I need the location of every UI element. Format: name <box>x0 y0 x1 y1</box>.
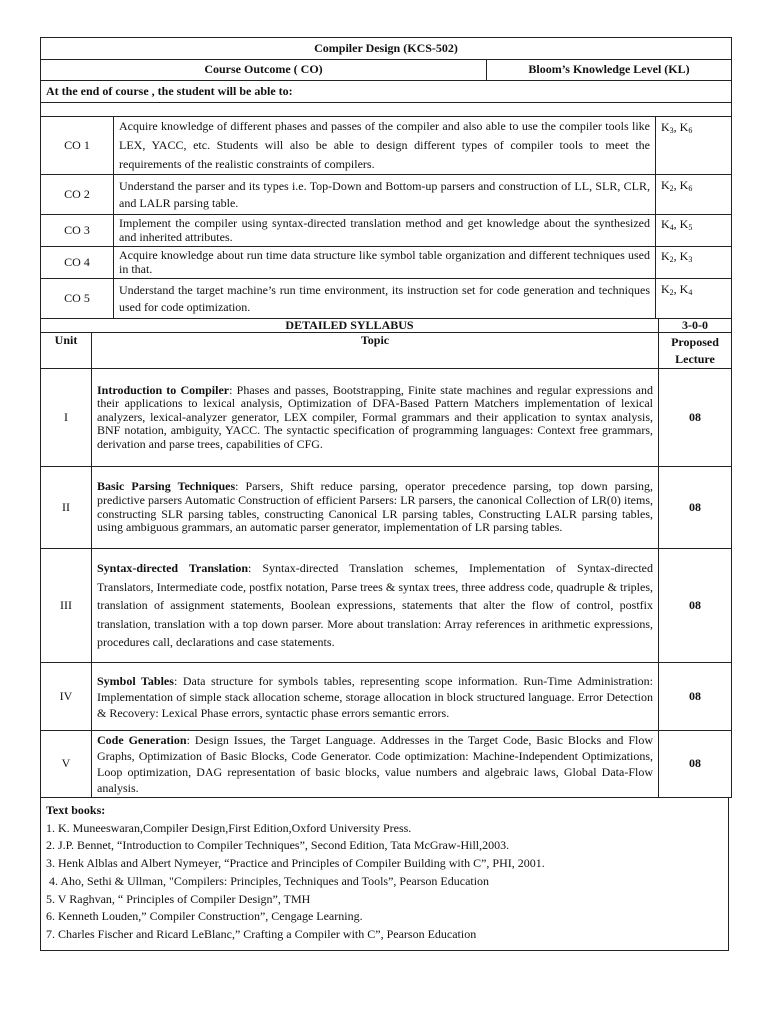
unit-lectures: 08 <box>659 731 732 798</box>
spacer-row <box>41 103 732 117</box>
co-kl: $K_4$, $K_5$ <box>656 215 732 247</box>
co-text: Acquire knowledge about run time data structure like symbol table organization and different techniques used in that. <box>114 247 656 279</box>
co-kl: $K_2$, $K_6$ <box>656 175 732 215</box>
co-kl: $K_2$, $K_3$ <box>656 247 732 279</box>
co-column-header: Course Outcome ( CO) <box>41 60 487 81</box>
co-text: Acquire knowledge of different phases and passes of the compiler and also able to use the compiler tools like LEX, YACC, etc. Students will also be able to design different types of compiler tools to meet the requirements of the realistic constraints of compilers. <box>114 117 656 175</box>
co-id: CO 4 <box>41 247 114 279</box>
textbook-item: 6. Kenneth Louden,” Compiler Construction”, Cengage Learning. <box>46 909 363 924</box>
co-kl: $K_3$, $K_6$ <box>656 117 732 175</box>
textbook-item: 3. Henk Alblas and Albert Nymeyer, “Practice and Principles of Compiler Building with C”, PHI, 2001. <box>46 856 545 871</box>
co-id: CO 2 <box>41 175 114 215</box>
ltp: 3-0-0 <box>659 319 732 333</box>
unit-lectures: 08 <box>659 369 732 467</box>
unit-number: V <box>41 731 92 798</box>
unit-number: III <box>41 549 92 663</box>
textbook-item: 5. V Raghvan, “ Principles of Compiler Design”, TMH <box>46 891 311 906</box>
kl-column-header: Bloom’s Knowledge Level (KL) <box>487 60 732 81</box>
unit-topic: Symbol Tables: Data structure for symbols tables, representing scope information. Run-Time Administration: Implementation of simple stack allocation scheme, storage allocation in block structured language. Error Detection & Recovery: Lexical Phase errors, syntactic phase errors semantic errors. <box>92 663 659 731</box>
unit-lectures: 08 <box>659 549 732 663</box>
unit-lectures: 08 <box>659 467 732 549</box>
textbook-item: 1. K. Muneeswaran,Compiler Design,First Edition,Oxford University Press. <box>46 820 412 835</box>
co-id: CO 1 <box>41 117 114 175</box>
syllabus-heading: DETAILED SYLLABUS <box>41 319 659 333</box>
course-title: Compiler Design (KCS-502) <box>41 38 732 60</box>
unit-topic: Code Generation: Design Issues, the Target Language. Addresses in the Target Code, Basic Blocks and Flow Graphs, Optimization of Basic Blocks, Code Generator. Code optimization: Machine-Independent Optimizations, Loop optimization, DAG representation of basic blocks, value numbers and algebraic laws, Global Data-Flow analysis. <box>92 731 659 798</box>
unit-number: II <box>41 467 92 549</box>
co-kl: $K_2$, $K_4$ <box>656 279 732 319</box>
unit-topic: Introduction to Compiler: Phases and passes, Bootstrapping, Finite state machines and regular expressions and their applications to lexical analysis, Optimization of DFA-Based Pattern Matchers implementation of lexical analyzers, lexical-analyzer generator, LEX compiler, Formal grammars and their application to syntax analysis, BNF notation, ambiguity, YACC. The syntactic specification of programming languages: Context free grammars, derivation and parse trees, capabilities of CFG. <box>92 369 659 467</box>
lecture-column-header: Proposed Lecture <box>659 333 732 369</box>
textbooks-heading: Text books: <box>46 803 106 817</box>
unit-topic: Basic Parsing Techniques: Parsers, Shift reduce parsing, operator precedence parsing, top down parsing, predictive parsers Automatic Construction of efficient Parsers: LR parsers, the canonical Collection of LR(0) items, constructing SLR parsing tables, constructing Canonical LR parsing tables, Constructing LALR parsing tables, using ambiguous grammars, an automatic parser generator, implementation of LR parsing tables. <box>92 467 659 549</box>
textbook-item: 4. Aho, Sethi & Ullman, "Compilers: Principles, Techniques and Tools”, Pearson Education <box>46 873 490 888</box>
unit-lectures: 08 <box>659 663 732 731</box>
unit-topic: Syntax-directed Translation: Syntax-directed Translation schemes, Implementation of Syntax-directed Translators, Intermediate code, postfix notation, Parse trees & syntax trees, three address code, quadruple & triples, translation of assignment statements, Boolean expressions, statements that alter the flow of control, postfix translation, translation with a top down parser. More about translation: Array references in arithmetic expressions, procedures call, declarations and case statements. <box>92 549 659 663</box>
syllabus-document <box>40 37 731 951</box>
detailed-syllabus-table <box>40 318 732 798</box>
co-text: Implement the compiler using syntax-directed translation method and get knowledge about the synthesized and inherited attributes. <box>114 215 656 247</box>
course-outcome-table <box>40 37 732 319</box>
unit-number: I <box>41 369 92 467</box>
co-id: CO 3 <box>41 215 114 247</box>
unit-number: IV <box>41 663 92 731</box>
unit-column-header: Unit <box>41 333 92 369</box>
co-text: Understand the target machine’s run time environment, its instruction set for code generation and techniques used for code optimization. <box>114 279 656 319</box>
co-text: Understand the parser and its types i.e. Top-Down and Bottom-up parsers and construction of LL, SLR, CLR, and LALR parsing table. <box>114 175 656 215</box>
topic-column-header: Topic <box>92 333 659 369</box>
co-id: CO 5 <box>41 279 114 319</box>
textbook-item: 7. Charles Fischer and Ricard LeBlanc,” Crafting a Compiler with C”, Pearson Education <box>46 926 477 941</box>
textbooks-section <box>40 798 729 951</box>
co-intro: At the end of course , the student will be able to: <box>41 81 732 103</box>
textbook-item: 2. J.P. Bennet, “Introduction to Compiler Techniques”, Second Edition, Tata McGraw-Hill,2003. <box>46 838 510 853</box>
